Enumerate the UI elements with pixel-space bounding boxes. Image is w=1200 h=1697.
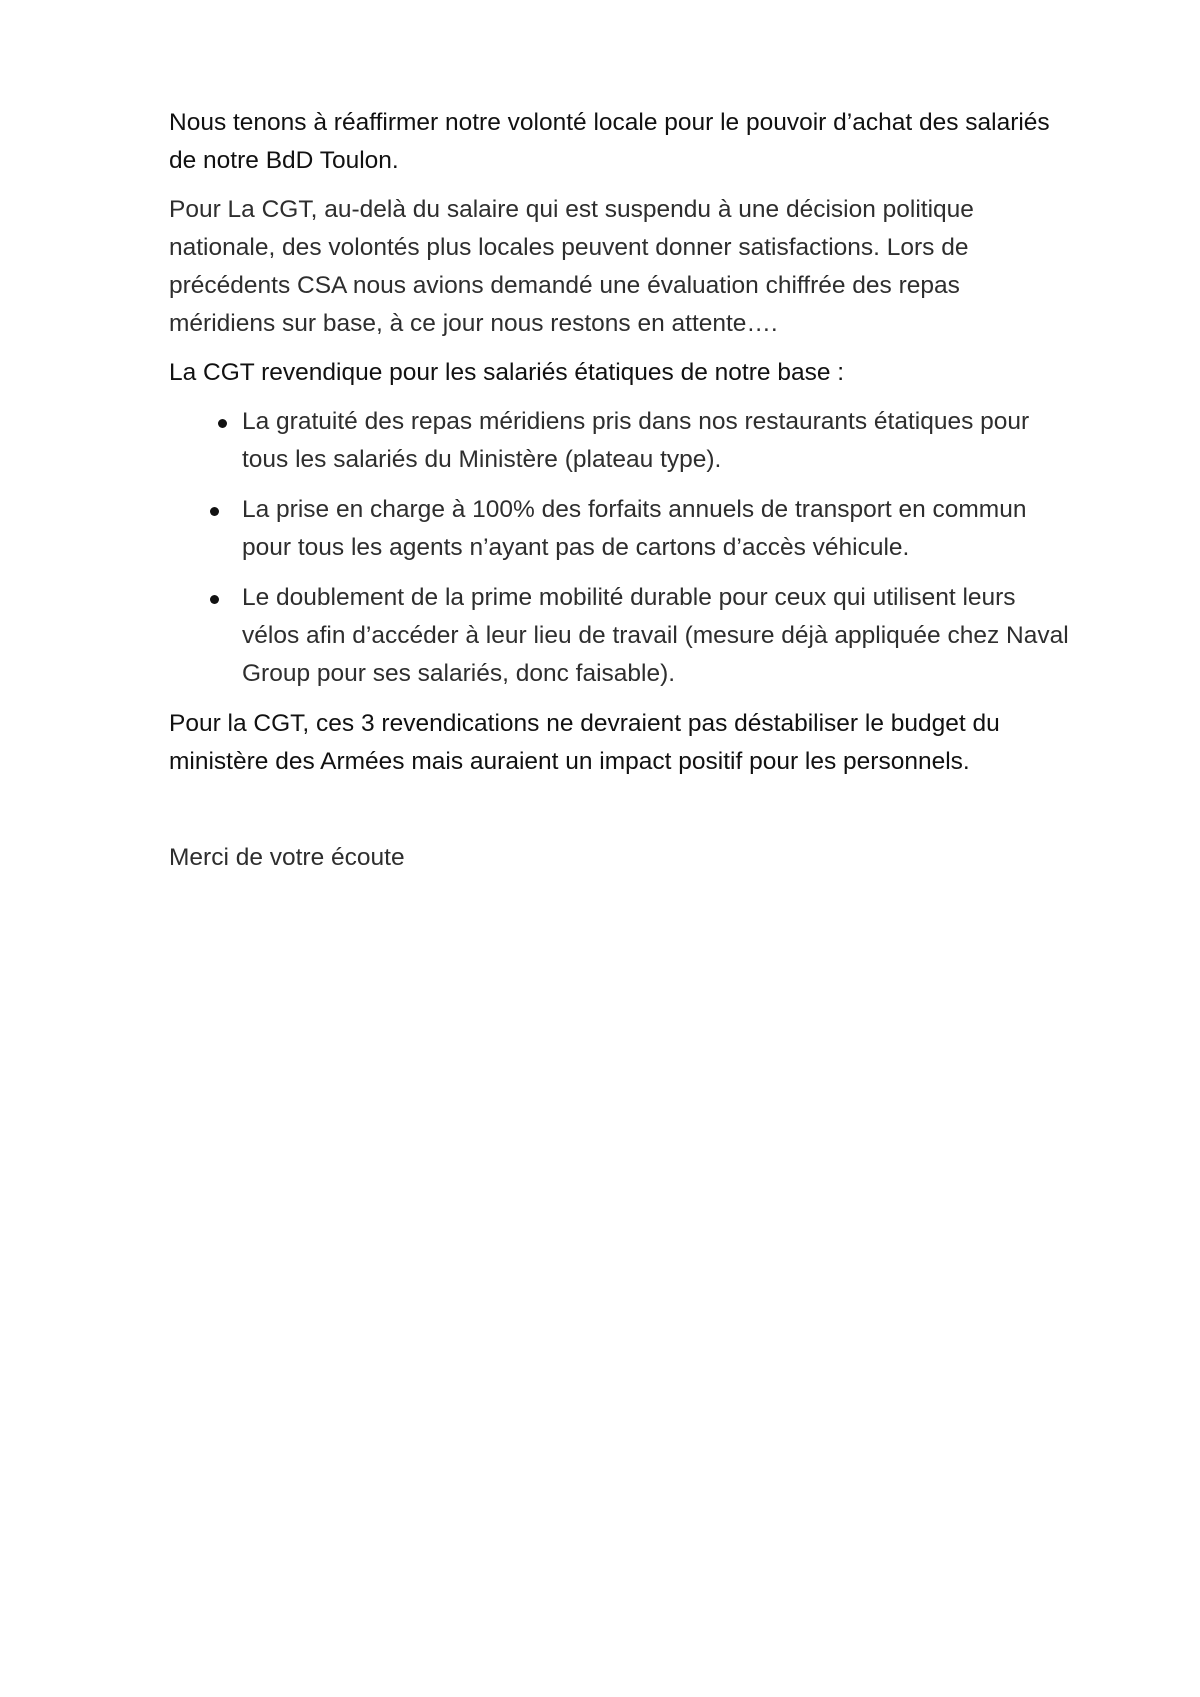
intro-paragraph: Nous tenons à réaffirmer notre volonté locale pour le pouvoir d’achat des salariés de notre BdD Toulon. xyxy=(169,109,1050,174)
bullet-icon xyxy=(210,595,219,604)
demands-heading: La CGT revendique pour les salariés étatiques de notre base : xyxy=(169,359,845,386)
closing-line: Merci de votre écoute xyxy=(169,844,405,871)
list-item xyxy=(169,491,1069,567)
bullet-icon xyxy=(218,419,227,428)
conclusion-paragraph: Pour la CGT, ces 3 revendications ne devraient pas déstabiliser le budget du ministère des Armées mais auraient un impact positif pour les personnels. xyxy=(169,710,1000,775)
list-item-text: La prise en charge à 100% des forfaits annuels de transport en commun pour tous les agents n’ayant pas de cartons d’accès véhicule. xyxy=(242,496,1027,561)
list-item-text: La gratuité des repas méridiens pris dans nos restaurants étatiques pour tous les salariés du Ministère (plateau type). xyxy=(242,408,1030,473)
bullet-icon xyxy=(210,507,219,516)
demands-list xyxy=(169,403,1069,693)
list-item-text: Le doublement de la prime mobilité durable pour ceux qui utilisent leurs vélos afin d’accéder à leur lieu de travail (mesure déjà appliquée chez Naval Group pour ses salariés, donc faisable). xyxy=(242,584,1069,687)
list-item xyxy=(169,403,1069,479)
list-item xyxy=(169,579,1069,693)
context-paragraph: Pour La CGT, au-delà du salaire qui est suspendu à une décision politique nationale, des volontés plus locales peuvent donner satisfactions. Lors de précédents CSA nous avions demandé une évaluation chiffrée des repas méridiens sur base, à ce jour nous restons en attente…. xyxy=(169,196,974,337)
document-body xyxy=(169,104,1069,888)
